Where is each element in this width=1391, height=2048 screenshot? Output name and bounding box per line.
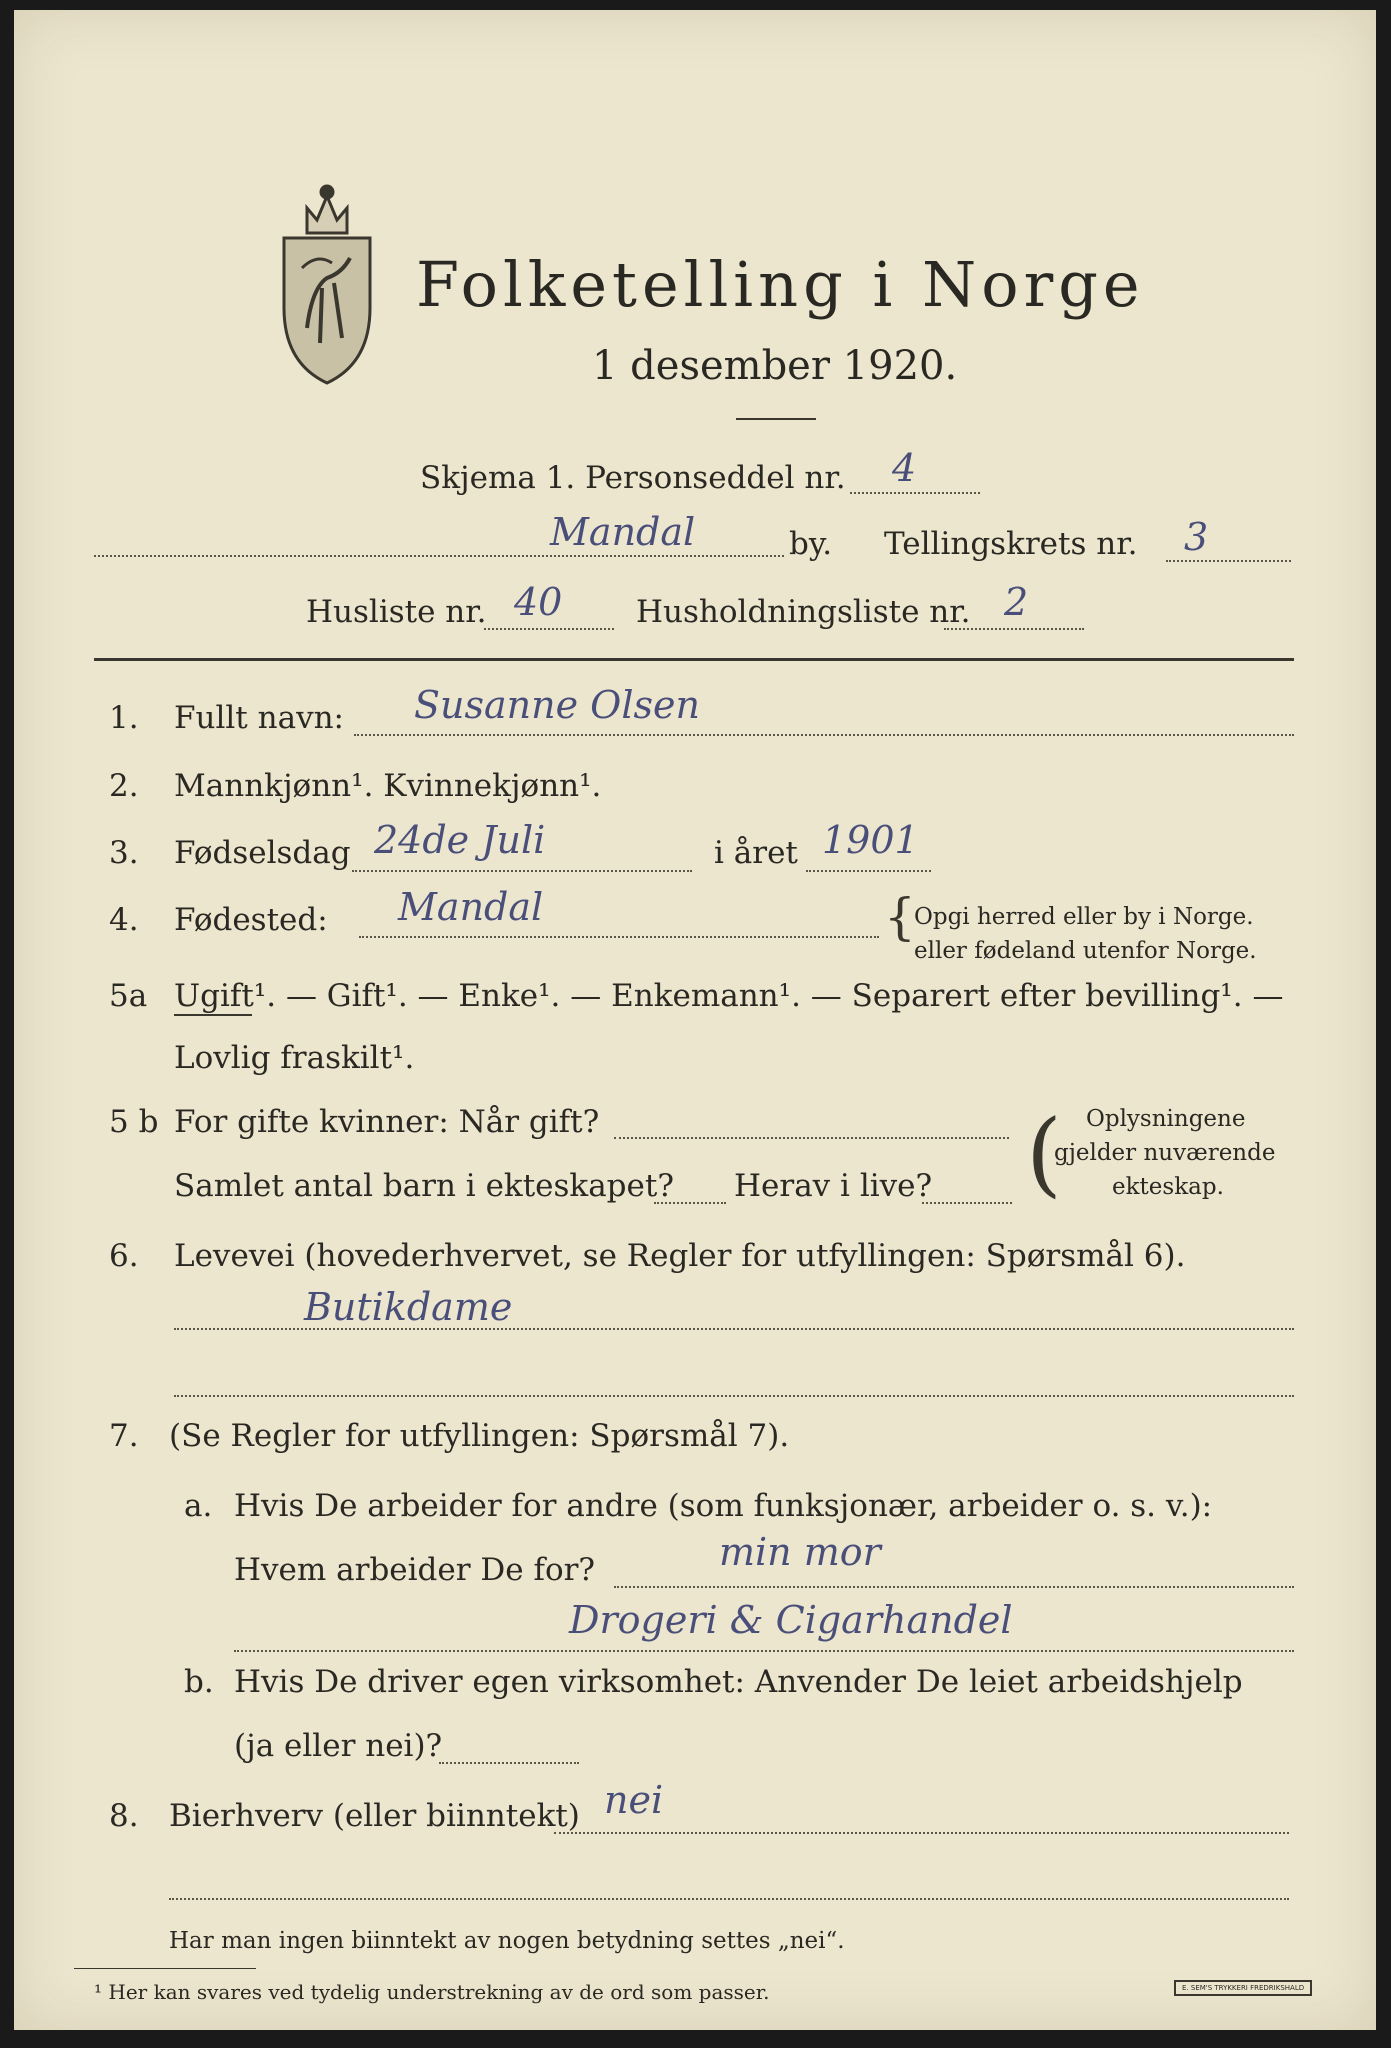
- krets-dotline: [1166, 560, 1291, 562]
- q5b-bracket: (: [1026, 1100, 1062, 1207]
- husliste-value[interactable]: 40: [514, 580, 563, 624]
- q8-dotline-2: [169, 1898, 1289, 1900]
- q8-dotline: [554, 1832, 1289, 1834]
- employer-value-1[interactable]: min mor: [719, 1530, 881, 1574]
- krets-value[interactable]: 3: [1184, 515, 1209, 559]
- q5b-label-2: Samlet antal barn i ekteskapet?: [174, 1168, 674, 1204]
- q7a-line-2: Hvem arbeider De for?: [234, 1552, 596, 1588]
- census-date: 1 desember 1920.: [592, 343, 958, 389]
- q4-note-1: Opgi herred eller by i Norge.: [914, 904, 1254, 930]
- husliste-dotline: [484, 628, 614, 630]
- schema-dotline: [850, 492, 980, 494]
- q6-dotline-1: [174, 1328, 1294, 1330]
- birthday-value[interactable]: 24de Juli: [374, 818, 546, 862]
- full-name-value[interactable]: Susanne Olsen: [414, 683, 700, 727]
- q5b-note-1: Oplysningene: [1086, 1106, 1246, 1132]
- gender-options[interactable]: Mannkjønn¹. Kvinnekjønn¹.: [174, 768, 602, 804]
- q5b-note-2: gjelder nuværende: [1054, 1140, 1276, 1166]
- printer-stamp: E. SEM'S TRYKKERI FREDRIKSHALD: [1174, 1980, 1312, 1996]
- schema-label: Skjema 1. Personseddel nr.: [420, 460, 846, 496]
- employer-dotline-2: [234, 1650, 1294, 1652]
- q7a-number: a.: [184, 1488, 213, 1524]
- q5b-label-3: Herav i live?: [734, 1168, 933, 1204]
- occupation-value[interactable]: Butikdame: [304, 1285, 513, 1329]
- q7-number: 7.: [109, 1418, 139, 1454]
- birth-year-value[interactable]: 1901: [822, 818, 919, 862]
- q1-number: 1.: [109, 700, 139, 736]
- header-divider: [94, 658, 1294, 661]
- children-dotline: [654, 1202, 726, 1204]
- q2-number: 2.: [109, 768, 139, 804]
- q6-dotline-2: [174, 1395, 1294, 1397]
- census-form: [14, 10, 1376, 2030]
- schema-value[interactable]: 4: [892, 446, 917, 490]
- krets-label: Tellingskrets nr.: [884, 526, 1138, 562]
- city-value[interactable]: Mandal: [550, 510, 696, 554]
- employer-value-2[interactable]: Drogeri & Cigarhandel: [569, 1598, 1013, 1642]
- q1-label: Fullt navn:: [174, 700, 344, 736]
- footnote: ¹ Her kan svares ved tydelig understrekning av de ord som passer.: [94, 1980, 770, 2004]
- marital-status-options-2[interactable]: Lovlig fraskilt¹.: [174, 1040, 415, 1076]
- employer-dotline-1: [614, 1586, 1294, 1588]
- married-when-dotline: [614, 1137, 1009, 1139]
- year-dotline: [806, 870, 931, 872]
- q7b-number: b.: [184, 1664, 214, 1700]
- q3-label: Fødselsdag: [174, 835, 351, 871]
- q1-dotline: [354, 734, 1294, 736]
- alive-dotline: [922, 1202, 1012, 1204]
- title-divider: [736, 418, 816, 420]
- birthplace-value[interactable]: Mandal: [398, 885, 544, 929]
- q8-number: 8.: [109, 1798, 139, 1834]
- q6-number: 6.: [109, 1238, 139, 1274]
- note-text: Har man ingen biinntekt av nogen betydning settes „nei“.: [169, 1928, 845, 1954]
- year-label: i året: [714, 835, 798, 871]
- side-income-value[interactable]: nei: [604, 1778, 664, 1822]
- q3-number: 3.: [109, 835, 139, 871]
- q4-bracket: {: [884, 888, 916, 946]
- q7a-line-1: Hvis De arbeider for andre (som funksjonær, arbeider o. s. v.):: [234, 1488, 1213, 1524]
- q3-dotline: [352, 870, 692, 872]
- q6-label: Levevei (hovederhvervet, se Regler for utfyllingen: Spørsmål 6).: [174, 1238, 1186, 1274]
- city-dotline: [94, 555, 784, 557]
- q7b-dotline: [439, 1762, 579, 1764]
- husholdning-label: Husholdningsliste nr.: [636, 594, 971, 630]
- q8-label: Bierhverv (eller biinntekt): [169, 1798, 580, 1834]
- marital-status-options[interactable]: Ugift¹. — Gift¹. — Enke¹. — Enkemann¹. — Separert efter bevilling¹. —: [174, 978, 1284, 1014]
- husholdning-dotline: [944, 628, 1084, 630]
- q5b-number: 5 b: [109, 1104, 159, 1140]
- footnote-divider: [74, 1968, 256, 1969]
- q4-number: 4.: [109, 902, 139, 938]
- form-title: Folketelling i Norge: [416, 248, 1145, 321]
- q7b-line-1: Hvis De driver egen virksomhet: Anvender De leiet arbeidshjelp: [234, 1664, 1243, 1700]
- q4-label: Fødested:: [174, 902, 328, 938]
- q4-note-2: eller fødeland utenfor Norge.: [914, 938, 1257, 964]
- coat-of-arms-icon: [272, 178, 382, 393]
- q7-label: (Se Regler for utfyllingen: Spørsmål 7).: [169, 1418, 790, 1454]
- husliste-label: Husliste nr.: [306, 594, 487, 630]
- q4-dotline: [359, 936, 879, 938]
- ugift-underline: [174, 1014, 252, 1016]
- q5b-note-3: ekteskap.: [1112, 1174, 1224, 1200]
- q5b-label-1: For gifte kvinner: Når gift?: [174, 1104, 600, 1140]
- q7b-line-2: (ja eller nei)?: [234, 1728, 443, 1764]
- city-suffix: by.: [789, 526, 833, 562]
- husholdning-value[interactable]: 2: [1004, 580, 1029, 624]
- q5a-number: 5a: [109, 978, 148, 1014]
